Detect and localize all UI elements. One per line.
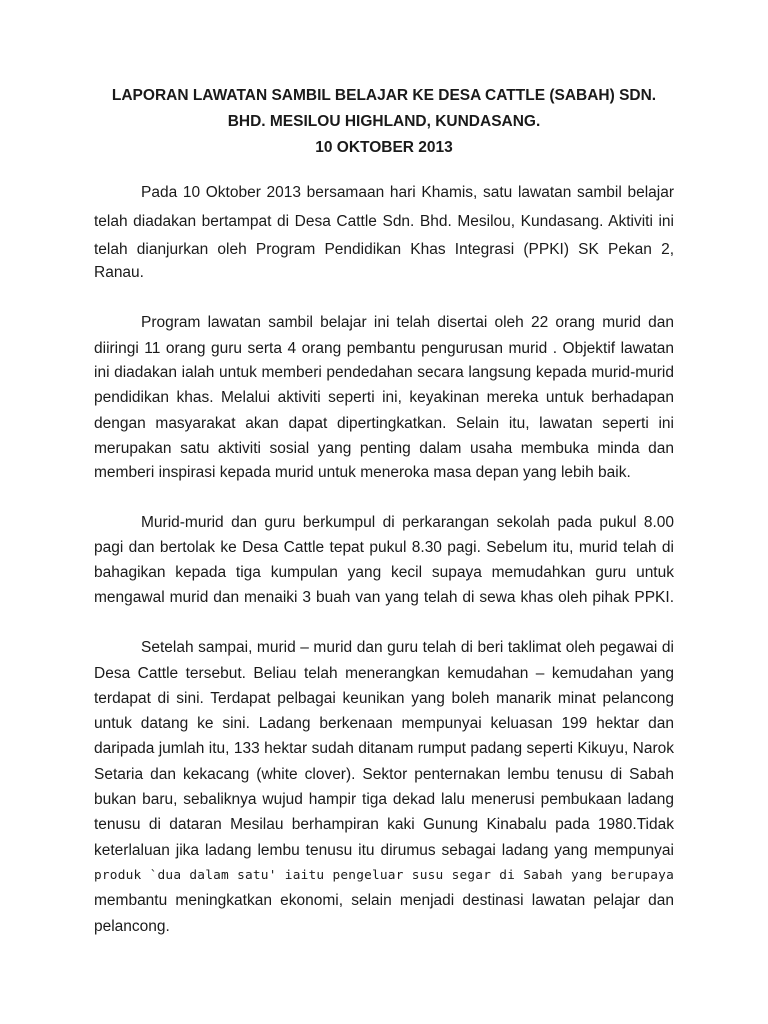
paragraph-line: Setelah sampai, murid – murid dan guru telah di beri taklimat oleh pegawai di bbox=[141, 639, 674, 656]
paragraph-line: Pada 10 Oktober 2013 bersamaan hari Khamis, satu lawatan sambil belajar bbox=[141, 184, 674, 201]
paragraph-line: pagi dan bertolak ke Desa Cattle tepat pukul 8.30 pagi. Sebelum itu, murid telah di bbox=[94, 539, 674, 556]
paragraph-line: Murid-murid dan guru berkumpul di perkarangan sekolah pada pukul 8.00 bbox=[141, 514, 674, 531]
paragraph-line: membantu meningkatkan ekonomi, selain menjadi destinasi lawatan pelajar dan bbox=[94, 892, 674, 909]
report-title-line-2: BHD. MESILOU HIGHLAND, KUNDASANG. bbox=[227, 113, 541, 130]
paragraph-line: keterlaluan jika ladang lembu tenusu itu dirumus sebagai ladang yang mempunyai bbox=[94, 842, 674, 859]
paragraph-line: diiringi 11 orang guru serta 4 orang pembantu pengurusan murid . Objektif lawatan bbox=[94, 340, 674, 357]
paragraph-line: Program lawatan sambil belajar ini telah disertai oleh 22 orang murid dan bbox=[141, 314, 674, 331]
paragraph-line: Setaria dan kekacang (white clover). Sektor penternakan lembu tenusu di Sabah bbox=[94, 766, 674, 783]
paragraph-line: Desa Cattle tersebut. Beliau telah menerangkan kemudahan – kemudahan yang bbox=[94, 665, 674, 682]
paragraph-line: telah dianjurkan oleh Program Pendidikan Khas Integrasi (PPKI) SK Pekan 2, bbox=[94, 241, 674, 258]
paragraph-line: untuk datang ke sini. Ladang berkenaan mempunyai keluasan 199 hektar dan bbox=[94, 715, 674, 732]
report-date: 10 OKTOBER 2013 bbox=[315, 139, 453, 156]
report-title-line-1: LAPORAN LAWATAN SAMBIL BELAJAR KE DESA CATTLE (SABAH) SDN. bbox=[111, 87, 657, 104]
paragraph-line: memberi inspirasi kepada murid untuk meneroka masa depan yang lebih baik. bbox=[94, 464, 631, 481]
paragraph-line: pendidikan khas. Melalui aktiviti seperti ini, keyakinan mereka untuk berhadapan bbox=[94, 389, 674, 406]
paragraph-line: mengawal murid dan menaiki 3 buah van yang telah di sewa khas oleh pihak PPKI. bbox=[94, 589, 674, 606]
paragraph-line: terdapat di sini. Terdapat pelbagai keunikan yang boleh manarik minat pelancong bbox=[94, 690, 674, 707]
paragraph-line: merupakan satu aktiviti sosial yang penting dalam usaha membuka minda dan bbox=[94, 440, 674, 457]
paragraph-line: bahagikan kepada tiga kumpulan yang kecil supaya memudahkan guru untuk bbox=[94, 564, 674, 581]
paragraph-line: pelancong. bbox=[94, 918, 170, 935]
paragraph-line: telah diadakan bertampat di Desa Cattle Sdn. Bhd. Mesilou, Kundasang. Aktiviti ini bbox=[94, 213, 674, 230]
paragraph-line: ini diadakan ialah untuk memberi pendedahan secara langsung kepada murid-murid bbox=[94, 364, 674, 381]
paragraph-line: dengan masyarakat akan dapat dipertingkatkan. Selain itu, lawatan seperti ini bbox=[94, 415, 674, 432]
paragraph-line: produk `dua dalam satu' iaitu pengeluar susu segar di Sabah yang berupaya bbox=[94, 868, 674, 883]
paragraph-line: Ranau. bbox=[94, 264, 144, 281]
paragraph-line: daripada jumlah itu, 133 hektar sudah ditanam rumput padang seperti Kikuyu, Narok bbox=[94, 740, 674, 757]
paragraph-line: tenusu di dataran Mesilau berhampiran kaki Gunung Kinabalu pada 1980.Tidak bbox=[94, 816, 674, 833]
paragraph-line: bukan baru, sebaliknya wujud hampir tiga dekad lalu menerusi pembukaan ladang bbox=[94, 791, 674, 808]
